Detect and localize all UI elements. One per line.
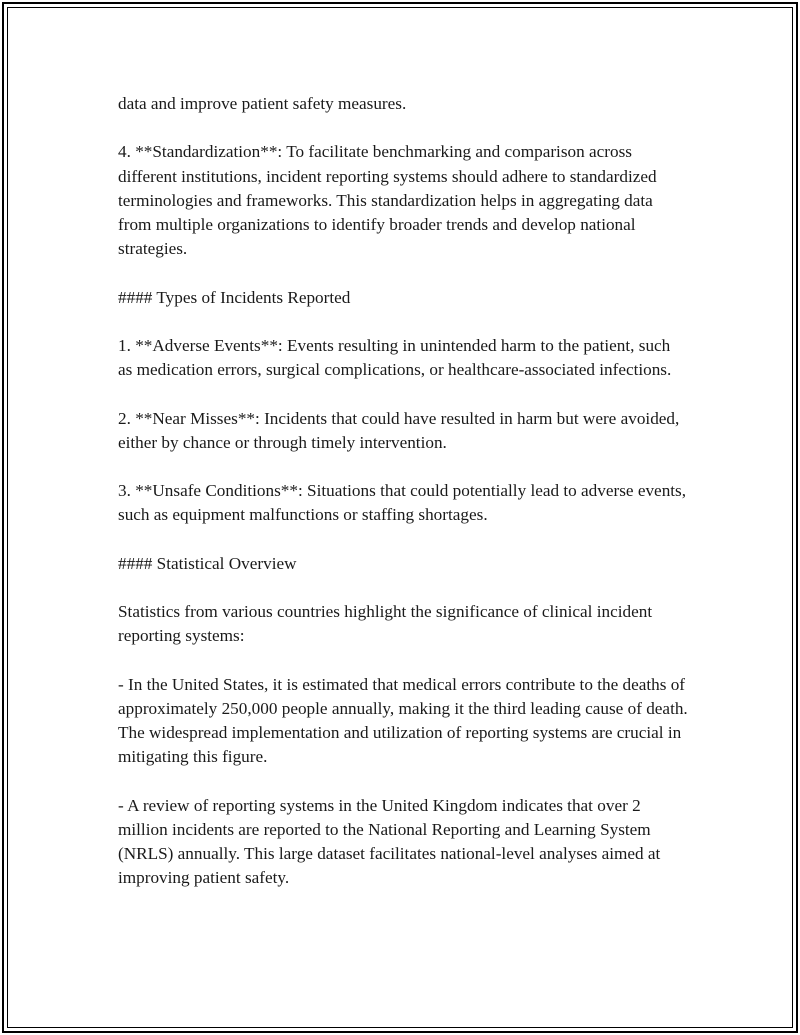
document-body <box>118 92 688 915</box>
paragraph-united-kingdom: - A review of reporting systems in the United Kingdom indicates that over 2 million incidents are reported to the National Reporting and Learning System (NRLS) annually. This large dataset facilitates national-level analyses aimed at improving patient safety. <box>118 795 661 888</box>
paragraph-united-states: - In the United States, it is estimated that medical errors contribute to the deaths of approximately 250,000 people annually, making it the third leading cause of death. The widespread implementation and utilization of reporting systems are crucial in mitigating this figure. <box>118 674 688 767</box>
paragraph-unsafe-conditions: 3. **Unsafe Conditions**: Situations that could potentially lead to adverse events, such as equipment malfunctions or staffing shortages. <box>118 481 687 525</box>
paragraph-continuation: data and improve patient safety measures. <box>118 94 407 113</box>
paragraph-standardization: 4. **Standardization**: To facilitate benchmarking and comparison across different institutions, incident reporting systems should adhere to standardized terminologies and frameworks. This standardization helps in aggregating data from multiple organizations to identify broader trends and develop national strategies. <box>118 142 657 259</box>
paragraph-near-misses: 2. **Near Misses**: Incidents that could have resulted in harm but were avoided, either by chance or through timely intervention. <box>118 408 680 452</box>
paragraph-adverse-events: 1. **Adverse Events**: Events resulting in unintended harm to the patient, such as medication errors, surgical complications, or healthcare-associated infections. <box>118 335 672 380</box>
heading-types-of-incidents: #### Types of Incidents Reported <box>118 287 351 307</box>
paragraph-statistics-intro: Statistics from various countries highlight the significance of clinical incident reporting systems: <box>118 602 653 646</box>
heading-statistical-overview: #### Statistical Overview <box>118 553 297 573</box>
